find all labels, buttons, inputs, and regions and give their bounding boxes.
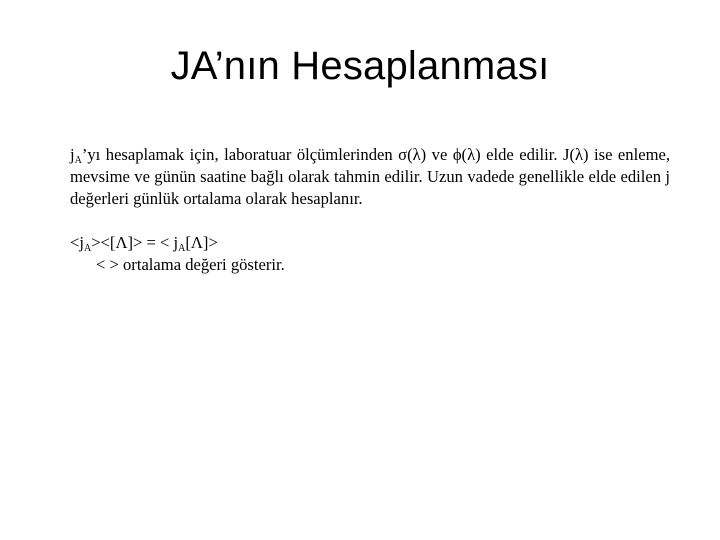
j-subscript: A [74,155,82,166]
formula-right-rest: [Λ]> [185,233,218,252]
body-paragraph [70,144,670,210]
formula-left-subscript: A [83,243,92,254]
formula-equation [70,232,670,254]
j-symbol: j [70,145,75,164]
formula-block [70,232,670,276]
formula-note: < > ortalama değeri gösterir. [96,255,285,274]
formula-left-rest: ><[Λ]> = < j [91,233,179,252]
slide-content [70,144,670,276]
formula-right-subscript: A [178,243,186,254]
slide-title: JA’nın Hesaplanması [170,44,550,88]
paragraph-text: ’yı hesaplamak için, laboratuar ölçümlerinden σ(λ) ve ϕ(λ) elde edilir. J(λ) ise enleme, mevsime ve günün saatine bağlı olarak tahmin edilir. Uzun vadede genellikle elde edilen j değerleri günlük ortalama olarak hesaplanır. [70,145,670,208]
formula-left-open: <j [70,233,84,252]
